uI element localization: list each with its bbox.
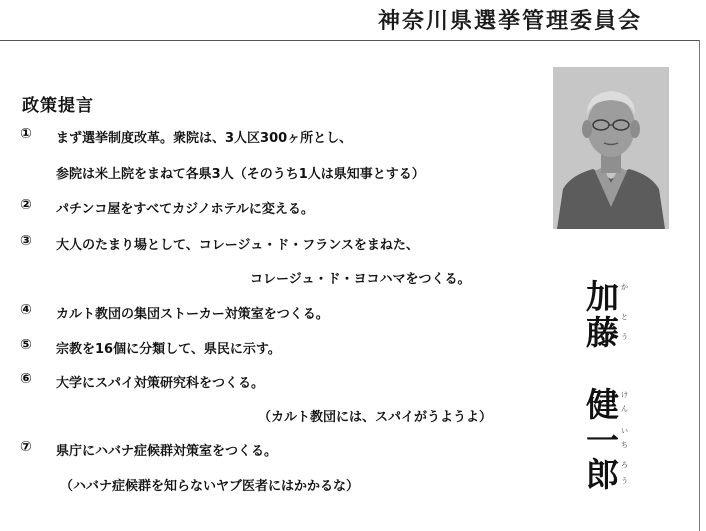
candidate-name-char: 一 <box>586 421 619 460</box>
item-line: 大人のたまり場として、コレージュ・ド・フランスをまねた、 <box>56 238 419 253</box>
item-number: ⑦ <box>20 439 32 455</box>
item-line: 県庁にハバナ症候群対策室をつくる。 <box>56 444 278 459</box>
item-line: まず選挙制度改革。衆院は、3人区300ヶ所とし、 <box>56 131 353 146</box>
section-heading: 政策提言 <box>22 96 94 116</box>
name-ruby: う <box>621 477 628 485</box>
name-ruby: う <box>621 333 628 341</box>
name-ruby: い <box>621 427 628 435</box>
header-title: 神奈川県選挙管理委員会 <box>377 8 642 34</box>
item-number: ③ <box>20 233 32 249</box>
candidate-photo <box>553 67 669 229</box>
item-number: ⑥ <box>20 371 32 387</box>
candidate-name-char: 加 <box>586 277 619 316</box>
item-line: （カルト教団には、スパイがうようよ） <box>258 410 493 425</box>
name-ruby: ち <box>621 441 628 449</box>
name-ruby: か <box>621 283 628 291</box>
name-ruby: け <box>621 391 628 399</box>
item-line: 参院は米上院をまねて各県3人（そのうち1人は県知事とする） <box>56 167 425 182</box>
candidate-name-char: 郎 <box>586 455 619 494</box>
item-number: ② <box>20 197 32 213</box>
right-border <box>699 40 700 531</box>
item-line: 宗教を16個に分類して、県民に示す。 <box>56 342 281 357</box>
item-number: ④ <box>20 302 32 318</box>
item-line: 大学にスパイ対策研究科をつくる。 <box>56 376 265 391</box>
candidate-name-char: 藤 <box>586 313 619 352</box>
item-number: ⑤ <box>20 337 32 353</box>
item-line: パチンコ屋をすべてカジノホテルに変える。 <box>56 202 314 217</box>
item-line: （ハバナ症候群を知らないヤブ医者にはかかるな） <box>60 479 360 494</box>
item-line: コレージュ・ド・ヨコハマをつくる。 <box>250 272 471 287</box>
header-rule <box>0 40 700 41</box>
name-ruby: ん <box>621 405 628 413</box>
name-ruby: と <box>621 313 628 321</box>
item-number: ① <box>20 126 32 142</box>
candidate-name-char: 健 <box>586 385 619 424</box>
item-line: カルト教団の集団ストーカー対策室をつくる。 <box>56 307 329 322</box>
name-ruby: ろ <box>621 461 628 469</box>
